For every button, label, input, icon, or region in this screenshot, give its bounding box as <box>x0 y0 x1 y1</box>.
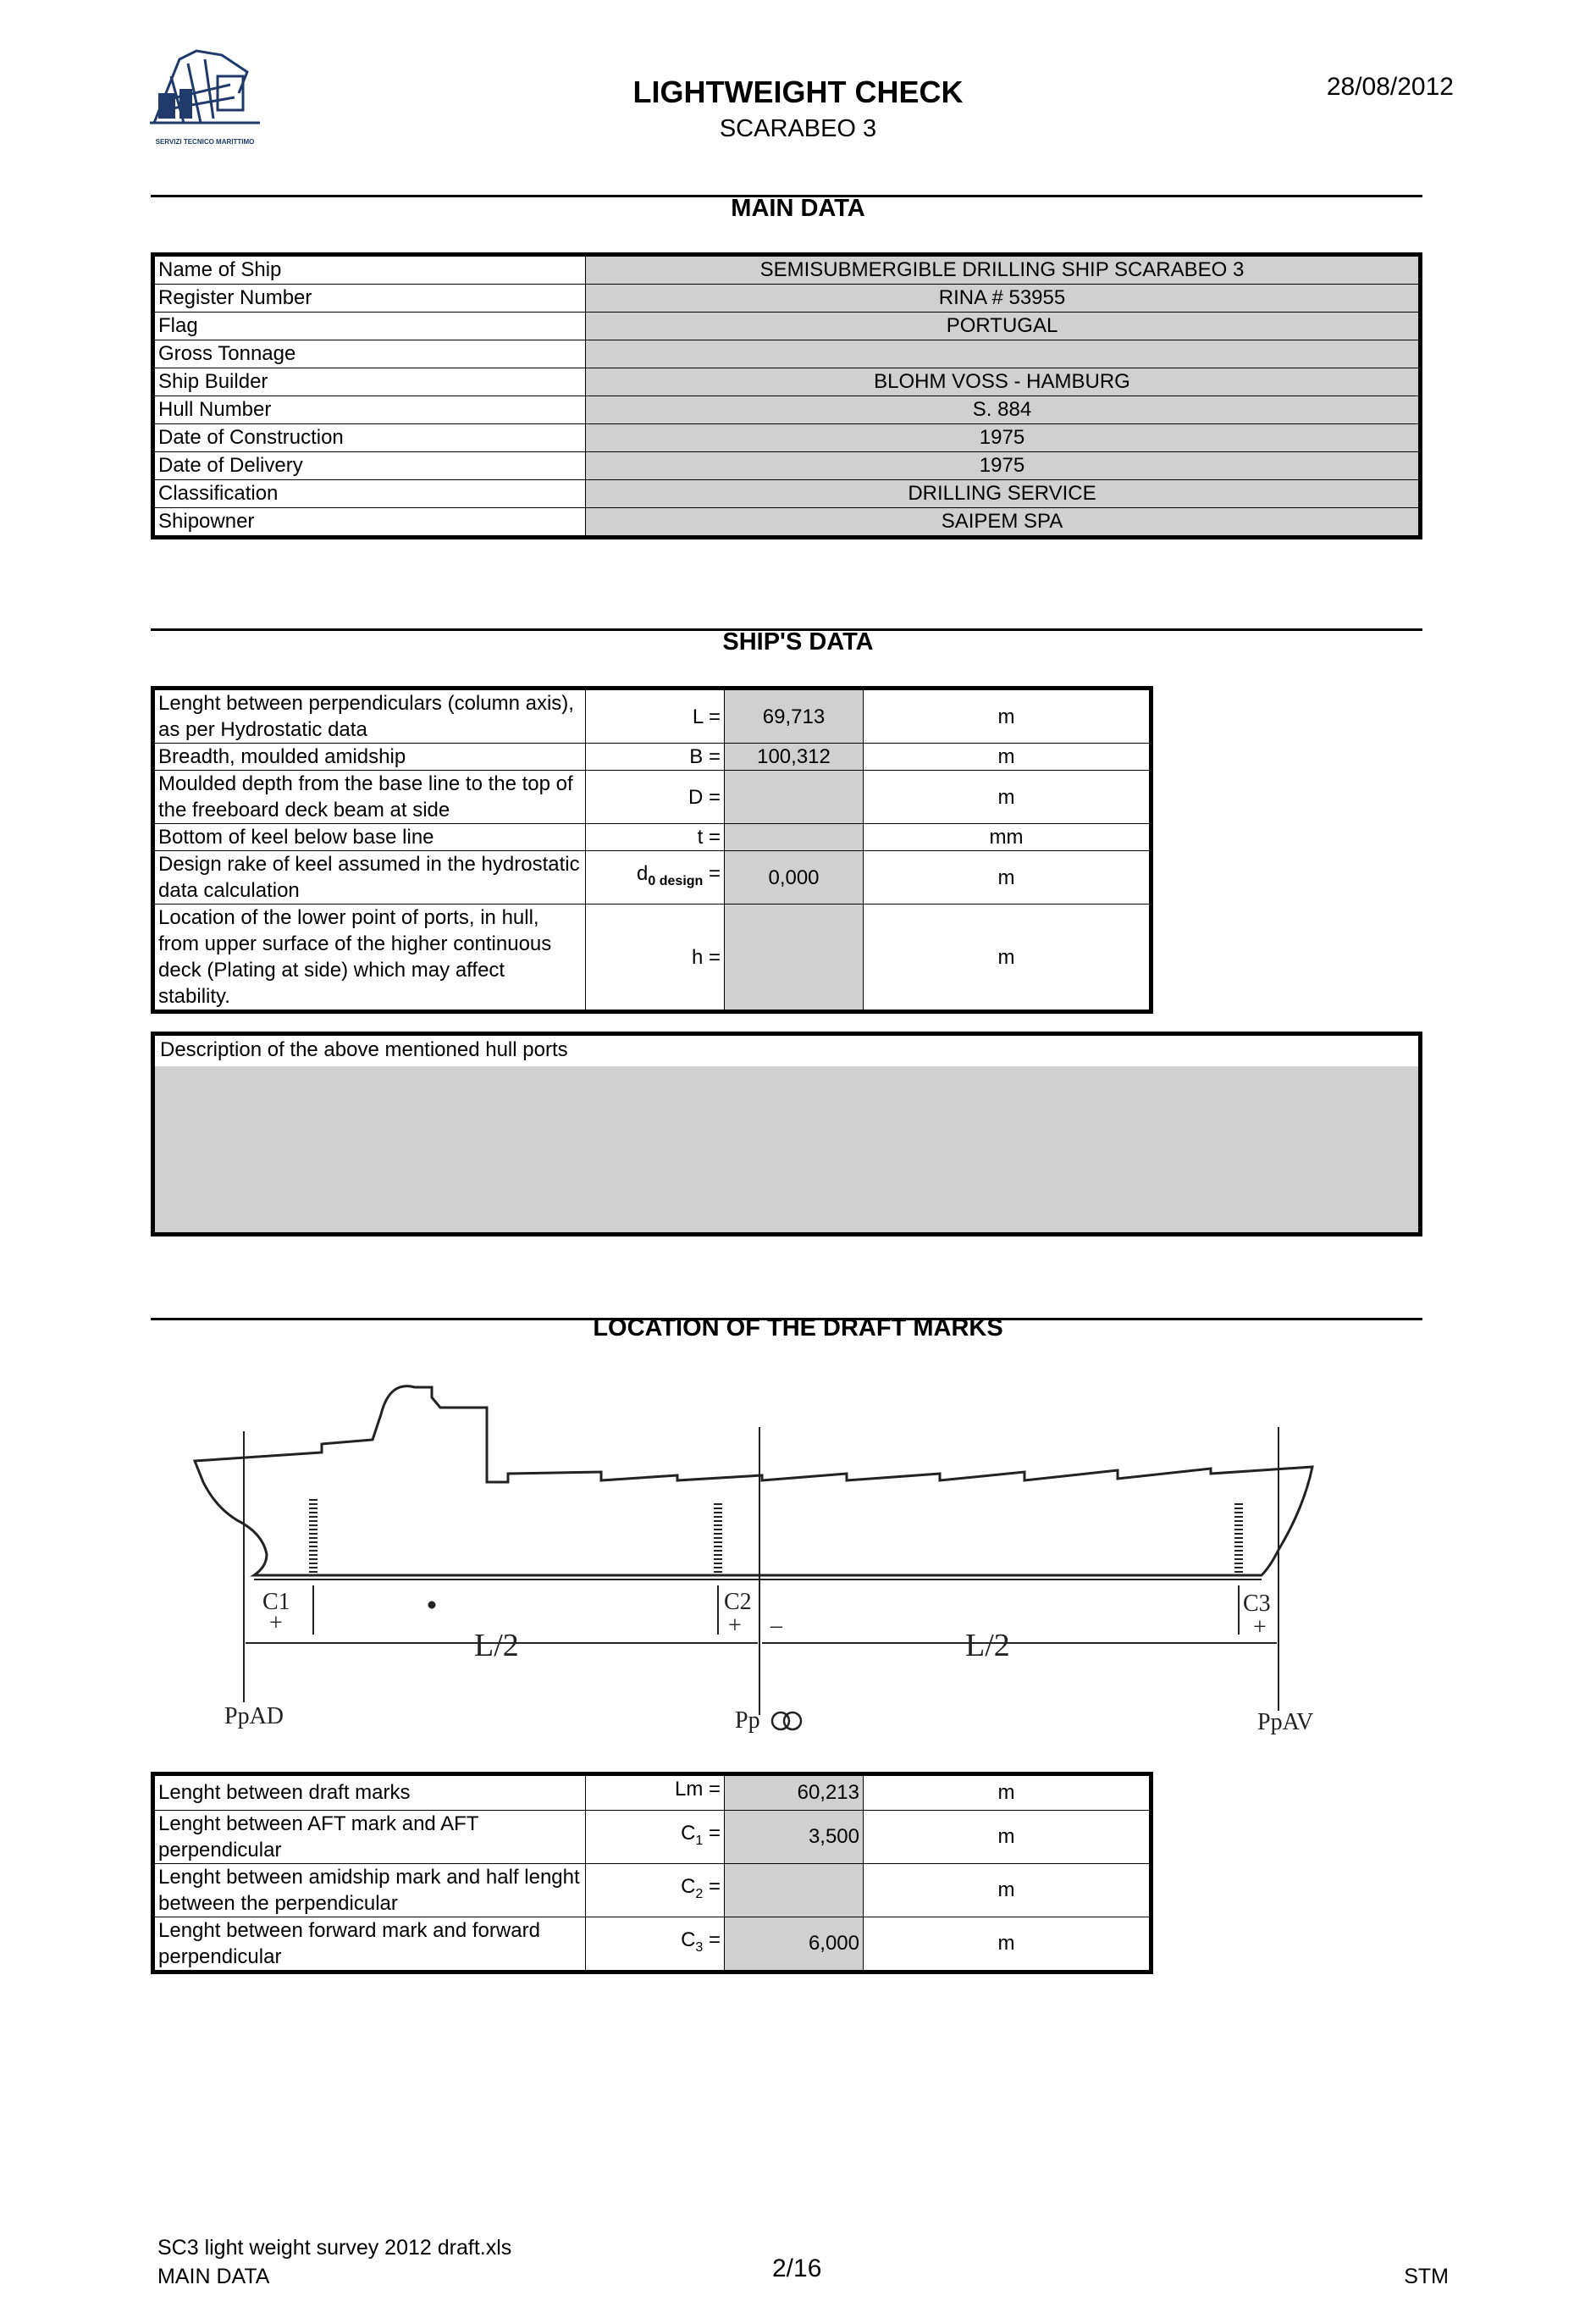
equals-sign: = <box>703 1778 721 1801</box>
field-label: Location of the lower point of ports, in hull, from upper surface of the higher continuous deck (Plating at side) which may affect stability. <box>153 905 586 1012</box>
symbol-main: Lm <box>674 1778 704 1801</box>
table-row <box>153 1774 1151 1811</box>
table-row <box>153 424 1421 452</box>
equals-sign: = <box>703 1874 721 1898</box>
label-pp-mid: Pp <box>735 1707 760 1734</box>
field-value[interactable]: DRILLING SERVICE <box>586 480 1421 508</box>
field-unit: m <box>864 744 1151 771</box>
field-symbol: L = <box>586 689 725 744</box>
label-c3-plus: + <box>1253 1614 1267 1640</box>
label-pp-ad: PpAD <box>224 1703 284 1729</box>
equals-sign: = <box>703 1928 721 1951</box>
field-value[interactable] <box>725 771 864 824</box>
label-pp-av: PpAV <box>1257 1709 1314 1735</box>
field-symbol <box>586 851 725 905</box>
field-label: Name of Ship <box>153 255 586 285</box>
label-c1: C1 <box>262 1589 290 1615</box>
field-symbol <box>586 1917 725 1972</box>
hull-ports-description-field[interactable] <box>155 1066 1418 1232</box>
field-value[interactable] <box>586 340 1421 368</box>
field-symbol <box>586 1774 725 1811</box>
field-symbol: h = <box>586 905 725 1012</box>
field-unit: m <box>864 1917 1151 1972</box>
table-row <box>153 255 1421 285</box>
field-unit: m <box>864 1863 1151 1917</box>
footer-filename: SC3 light weight survey 2012 draft.xls <box>157 2236 512 2260</box>
field-unit: m <box>864 771 1151 824</box>
main-data-table <box>151 252 1422 539</box>
field-value[interactable]: RINA # 53955 <box>586 285 1421 313</box>
field-symbol: t = <box>586 824 725 851</box>
field-label: Hull Number <box>153 396 586 424</box>
label-c2-minus: – <box>770 1613 782 1639</box>
field-label: Design rake of keel assumed in the hydrostatic data calculation <box>153 851 586 905</box>
table-row <box>153 508 1421 538</box>
field-label: Bottom of keel below base line <box>153 824 586 851</box>
field-label: Ship Builder <box>153 368 586 396</box>
table-row <box>153 1917 1151 1972</box>
symbol-main: C <box>681 1874 696 1898</box>
field-symbol: D = <box>586 771 725 824</box>
symbol-main: C <box>681 1821 696 1845</box>
field-value[interactable] <box>725 824 864 851</box>
field-value[interactable]: 3,500 <box>725 1810 864 1863</box>
table-row <box>153 340 1421 368</box>
field-value[interactable]: 1975 <box>586 424 1421 452</box>
hull-outline <box>195 1386 1312 1575</box>
table-row <box>153 744 1151 771</box>
field-unit: m <box>864 1810 1151 1863</box>
footer-page-number: 2/16 <box>772 2254 822 2282</box>
symbol-tail: = <box>703 862 721 886</box>
table-row <box>153 905 1151 1012</box>
page-title: LIGHTWEIGHT CHECK <box>632 75 964 109</box>
field-label: Breadth, moulded amidship <box>153 744 586 771</box>
field-value[interactable]: BLOHM VOSS - HAMBURG <box>586 368 1421 396</box>
footer-author: STM <box>1404 2265 1449 2288</box>
label-c2: C2 <box>724 1589 752 1615</box>
ship-profile-diagram <box>169 1364 1355 1770</box>
field-value[interactable] <box>725 905 864 1012</box>
label-half-l-fwd: L/2 <box>965 1628 1010 1663</box>
document-date: 28/08/2012 <box>1326 73 1454 101</box>
field-label: Lenght between amidship mark and half lenght between the perpendicular <box>153 1863 586 1917</box>
field-label: Date of Construction <box>153 424 586 452</box>
logo-text: SERVIZI TECNICO MARITTIMO <box>155 138 255 146</box>
label-half-l-aft: L/2 <box>474 1628 519 1663</box>
equals-sign: = <box>703 1821 721 1845</box>
main-data-heading: MAIN DATA <box>731 195 865 222</box>
field-symbol: B = <box>586 744 725 771</box>
field-label: Moulded depth from the base line to the top of the freeboard deck beam at side <box>153 771 586 824</box>
label-c1-plus: + <box>269 1610 283 1636</box>
field-value[interactable]: 60,213 <box>725 1774 864 1811</box>
field-unit: m <box>864 689 1151 744</box>
hull-ports-description-box <box>151 1032 1422 1236</box>
field-value[interactable]: SEMISUBMERGIBLE DRILLING SHIP SCARABEO 3 <box>586 255 1421 285</box>
draft-marks-table <box>151 1772 1153 1974</box>
field-value[interactable]: S. 884 <box>586 396 1421 424</box>
symbol-main: d <box>637 862 649 886</box>
field-symbol <box>586 1863 725 1917</box>
field-value[interactable]: SAIPEM SPA <box>586 508 1421 538</box>
table-row <box>153 824 1151 851</box>
field-label: Lenght between draft marks <box>153 1774 586 1811</box>
field-label: Flag <box>153 313 586 340</box>
field-label: Lenght between AFT mark and AFT perpendicular <box>153 1810 586 1863</box>
field-value[interactable]: 1975 <box>586 452 1421 480</box>
field-label: Shipowner <box>153 508 586 538</box>
field-unit: m <box>864 905 1151 1012</box>
field-label: Gross Tonnage <box>153 340 586 368</box>
table-row <box>153 480 1421 508</box>
table-row <box>153 452 1421 480</box>
field-label: Lenght between perpendiculars (column axis), as per Hydrostatic data <box>153 689 586 744</box>
field-label: Lenght between forward mark and forward perpendicular <box>153 1917 586 1972</box>
table-row <box>153 285 1421 313</box>
field-value[interactable]: 0,000 <box>725 851 864 905</box>
symbol-subscript: 1 <box>695 1833 704 1848</box>
page-subtitle: SCARABEO 3 <box>719 115 877 142</box>
table-row <box>153 396 1421 424</box>
label-c3: C3 <box>1243 1591 1271 1617</box>
field-symbol <box>586 1810 725 1863</box>
field-value[interactable]: 100,312 <box>725 744 864 771</box>
field-label: Register Number <box>153 285 586 313</box>
draft-marks-heading: LOCATION OF THE DRAFT MARKS <box>593 1314 1003 1342</box>
amidship-symbol-icon <box>772 1712 801 1729</box>
symbol-subscript: 3 <box>695 1939 704 1955</box>
table-row <box>153 1810 1151 1863</box>
label-c2-plus: + <box>728 1613 742 1639</box>
field-unit: m <box>864 1774 1151 1811</box>
table-row <box>153 1863 1151 1917</box>
field-value[interactable] <box>725 1863 864 1917</box>
field-unit: m <box>864 851 1151 905</box>
table-row <box>153 368 1421 396</box>
table-row <box>153 771 1151 824</box>
symbol-subscript: 2 <box>695 1886 704 1901</box>
field-label: Date of Delivery <box>153 452 586 480</box>
field-value[interactable]: 6,000 <box>725 1917 864 1972</box>
field-value[interactable]: PORTUGAL <box>586 313 1421 340</box>
footer-sheet: MAIN DATA <box>157 2265 270 2288</box>
field-label: Classification <box>153 480 586 508</box>
field-value[interactable]: 69,713 <box>725 689 864 744</box>
ships-data-heading: SHIP'S DATA <box>722 628 874 656</box>
symbol-subscript: 0 design <box>648 873 704 888</box>
field-unit: mm <box>864 824 1151 851</box>
table-row <box>153 313 1421 340</box>
table-row <box>153 689 1151 744</box>
symbol-main: C <box>681 1928 696 1951</box>
table-row <box>153 851 1151 905</box>
hull-ports-description-label: Description of the above mentioned hull ports <box>155 1036 1418 1066</box>
ships-data-table <box>151 686 1153 1014</box>
